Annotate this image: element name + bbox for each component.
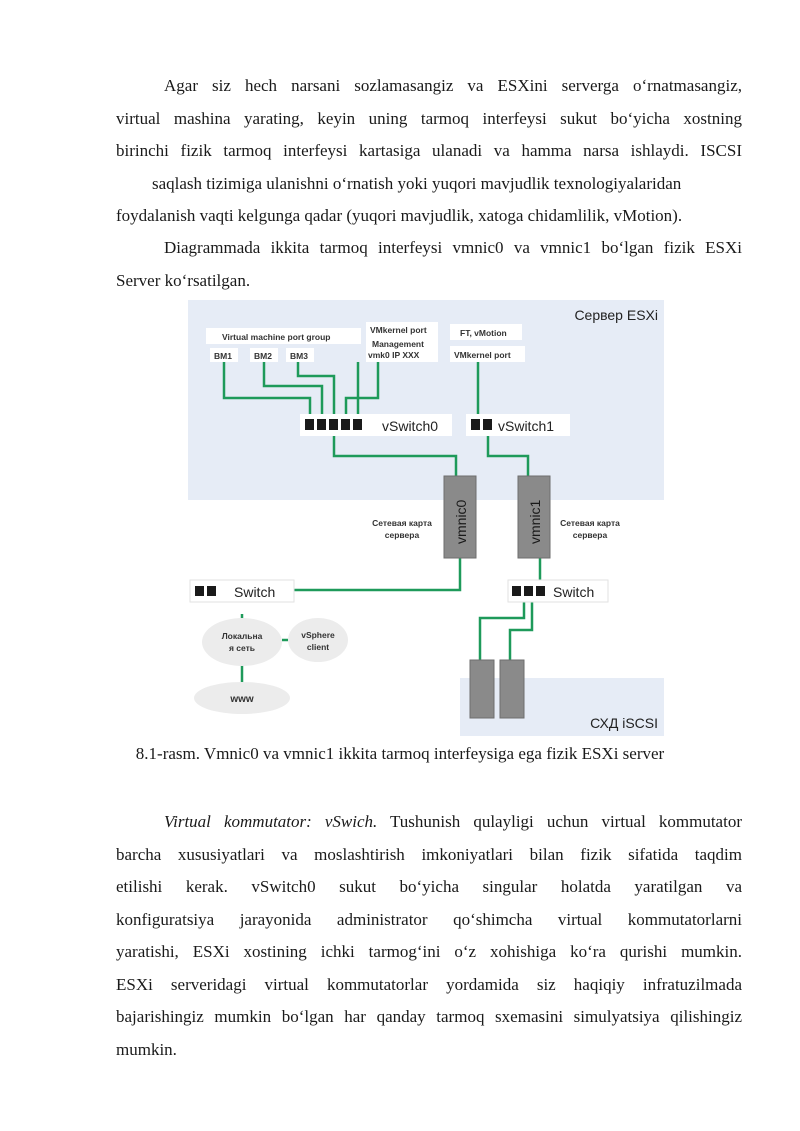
vsphere-line2: client bbox=[306, 642, 330, 652]
lead-rest: Tushunish qulayligi uchun virtual kommutator bbox=[377, 812, 742, 831]
nic-right-line2: сервера bbox=[572, 530, 608, 540]
text-line: mumkin. bbox=[116, 1039, 177, 1059]
text-line: konfiguratsiya jarayonida administrator qoʻshimcha virtual kommutatorlarni bbox=[116, 909, 742, 929]
text-line: yaratishi, ESXi xostining ichki tarmogʻini oʻz xohishiga koʻra qurishi mumkin. bbox=[116, 942, 742, 961]
text-line bbox=[116, 806, 742, 839]
text-line: ESXi serveridagi virtual kommutatorlar yordamida siz haqiqiy infratuzilmada bbox=[116, 974, 742, 994]
text-line: Agar siz hech narsani sozlamasangiz va ESXini serverga oʻrnatmasangiz, bbox=[164, 76, 742, 95]
text-line: saqlash tizimiga ulanishni oʻrnatish yoki yuqori mavjudlik texnologiyalaridan bbox=[152, 173, 682, 193]
text-line: virtual mashina yarating, keyin uning tarmoq interfeysi sukut boʻyicha xostning bbox=[116, 108, 742, 128]
lan-cloud bbox=[202, 618, 282, 666]
storage-disk-2 bbox=[500, 660, 524, 718]
vswitch0-label: vSwitch0 bbox=[382, 418, 439, 434]
www-label: www bbox=[230, 694, 254, 705]
vswitch1-label: vSwitch1 bbox=[498, 418, 555, 434]
nic-right-line1: Сетевая карта bbox=[560, 518, 620, 528]
text-line: foydalanish vaqti kelgunga qadar (yuqori mavjudlik, xatoga chidamlilik, vMotion). bbox=[116, 206, 683, 225]
vm3-label: ВМ3 bbox=[290, 351, 308, 361]
storage-label: СХД iSCSI bbox=[590, 715, 658, 731]
text-line: etilishi kerak. vSwitch0 sukut boʻyicha singular holatda yaratilgan va bbox=[116, 877, 742, 896]
switch-right-ports bbox=[512, 586, 545, 596]
vsphere-cloud bbox=[288, 618, 348, 662]
vm-port-group-label: Virtual machine port group bbox=[222, 332, 331, 342]
ft-vmotion-label: FT, vMotion bbox=[460, 328, 507, 338]
vsphere-line1: vSphere bbox=[301, 630, 335, 640]
server-title: Сервер ESXi bbox=[574, 307, 658, 323]
paragraph-1 bbox=[116, 70, 742, 233]
storage-disk-1 bbox=[470, 660, 494, 718]
vm1-label: ВМ1 bbox=[214, 351, 232, 361]
vmkernel-port-label: VMkernel port bbox=[370, 325, 427, 335]
nic-left-line1: Сетевая карта bbox=[372, 518, 432, 528]
network-diagram bbox=[188, 300, 664, 736]
lan-line1: Локальна bbox=[221, 631, 263, 641]
nic-left-line2: сервера bbox=[384, 530, 420, 540]
text-line: birinchi fizik tarmoq interfeysi kartasiga ulanadi va hamma narsa ishlaydi. ISCSI bbox=[116, 141, 742, 160]
text-line: Server koʻrsatilgan. bbox=[116, 270, 251, 290]
text-line: Diagrammada ikkita tarmoq interfeysi vmnic0 va vmnic1 boʻlgan fizik ESXi bbox=[164, 238, 742, 257]
text-line: barcha xususiyatlari va moslashtirish imkoniyatlari bilan fizik sifatida taqdim bbox=[116, 844, 742, 864]
vswitch0-ports bbox=[305, 419, 362, 430]
switch-right-label: Switch bbox=[553, 584, 595, 600]
text-line: bajarishingiz mumkin boʻlgan har qanday tarmoq sxemasini simulyatsiya qilishingiz bbox=[116, 1007, 742, 1026]
italic-lead: Virtual kommutator: vSwich. bbox=[164, 812, 378, 831]
switch-left-label: Switch bbox=[234, 584, 276, 600]
vmnic0-label: vmnic0 bbox=[453, 499, 469, 544]
vm2-label: ВМ2 bbox=[254, 351, 272, 361]
vmkernel-port2-label: VMkernel port bbox=[454, 350, 511, 360]
lan-line2: я сеть bbox=[228, 643, 256, 653]
paragraph-2 bbox=[116, 232, 742, 297]
paragraph-3 bbox=[116, 806, 742, 1066]
vmnic1-label: vmnic1 bbox=[527, 499, 543, 544]
management-label: Management bbox=[372, 339, 424, 349]
figure-caption: 8.1-rasm. Vmnic0 va vmnic1 ikkita tarmoq interfeysiga ega fizik ESXi server bbox=[135, 744, 665, 763]
vmk0-label: vmk0 IP XXX bbox=[368, 350, 420, 360]
